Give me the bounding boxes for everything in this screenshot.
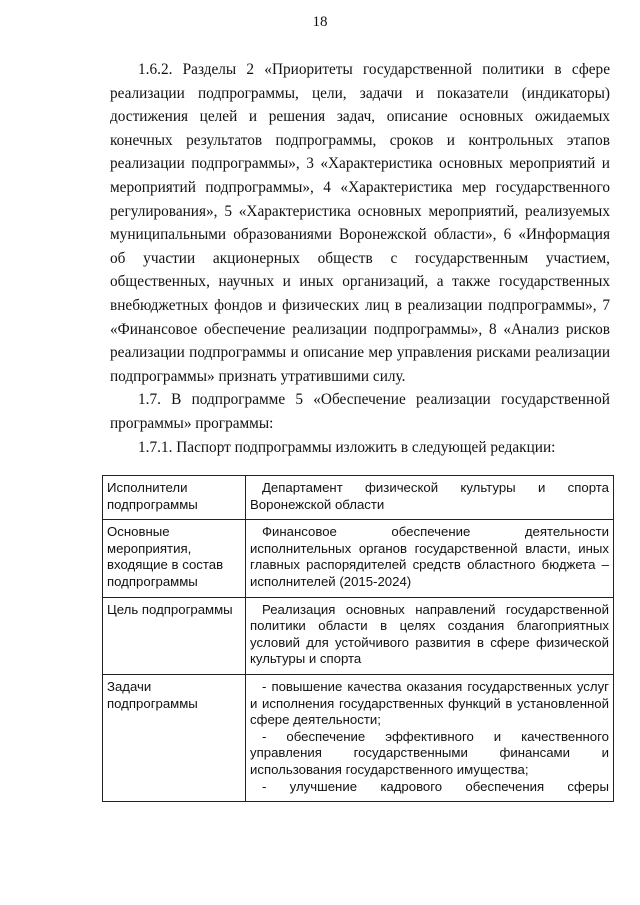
table-row	[103, 674, 614, 801]
row-value-executors	[246, 476, 614, 520]
table-row	[103, 520, 614, 597]
task-item: - улучшение кадрового обеспечения сферы	[262, 778, 609, 794]
paragraph-1-6-2: 1.6.2. Разделы 2 «Приоритеты государственной политики в сфере реализации подпрограммы, цели, задачи и показатели (индикаторы) достижения целей и решения задач, описание основных ожидаемых конечных результатов подпрограммы, сроков и контрольных этапов реализации подпрограммы», 3 «Характеристика основных мероприятий и мероприятий подпрограммы», 4 «Характеристика мер государственного регулирования», 5 «Характеристика основных мероприятий, реализуемых муниципальными образованиями Воронежской области», 6 «Информация об участии акционерных обществ с государственным участием, общественных, научных и иных организаций, а также государственных внебюджетных фондов и физических лиц в реализации подпрограммы», 7 «Финансовое обеспечение реализации подпрограммы», 8 «Анализ рисков реализации подпрограммы и описание мер управления рисками реализации подпрограммы» признать утратившими силу.	[110, 61, 610, 385]
row-value-goal	[246, 597, 614, 674]
paragraph-1-7: 1.7. В подпрограмме 5 «Обеспечение реализации государственной программы» программы:	[110, 391, 610, 432]
row-label-tasks: Задачи подпрограммы	[103, 674, 246, 801]
table-row	[103, 597, 614, 674]
executors-text: Департамент физической культуры и спорта Воронежской области	[250, 480, 609, 512]
row-label-goal: Цель подпрограммы	[103, 597, 246, 674]
subprogram-passport-table	[102, 475, 614, 802]
task-item: - обеспечение эффективного и качественного управления государственными финансами и использования государственного имущества;	[250, 728, 609, 777]
main-activities-text: Финансовое обеспечение деятельности исполнительных органов государственной власти, иных главных распорядителей средств областного бюджета – исполнителей (2015-2024)	[250, 524, 609, 589]
row-value-tasks	[246, 674, 614, 801]
row-label-main-activities: Основные мероприятия, входящие в состав подпрограммы	[103, 520, 246, 597]
document-body	[110, 58, 610, 459]
paragraph-1-7-1: 1.7.1. Паспорт подпрограммы изложить в следующей редакции:	[138, 438, 556, 456]
goal-text: Реализация основных направлений государственной политики области в целях создания благоприятных условий для устойчивого развития в сфере физической культуры и спорта	[250, 601, 609, 667]
page-number: 18	[312, 14, 328, 30]
row-value-main-activities	[246, 520, 614, 597]
table-row	[103, 476, 614, 520]
row-label-executors: Исполнители подпрограммы	[103, 476, 246, 520]
task-item: - повышение качества оказания государственных услуг и исполнения государственных функций в установленной сфере деятельности;	[250, 678, 609, 728]
